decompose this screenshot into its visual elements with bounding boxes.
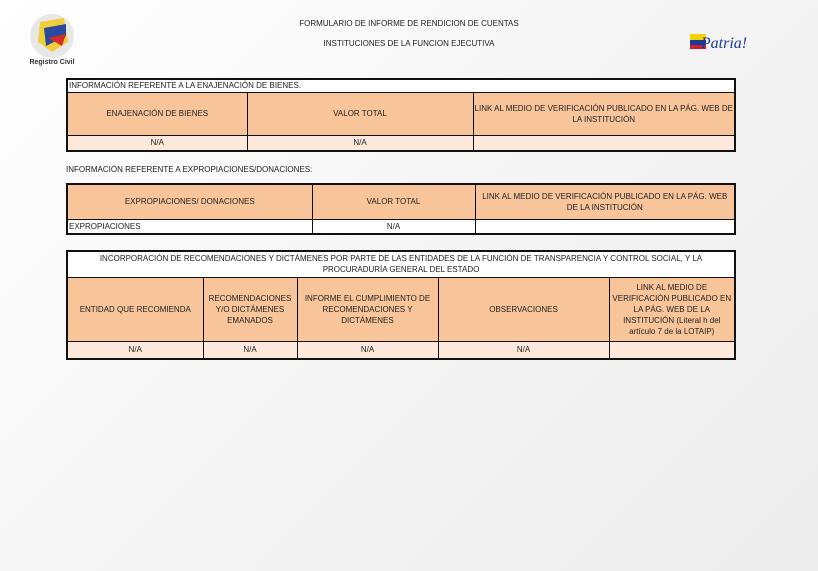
enajenacion-title: INFORMACIÓN REFERENTE A LA ENAJENACIÓN DE BIENES. bbox=[67, 79, 735, 92]
expropiaciones-table bbox=[66, 183, 736, 235]
header-enajenacion: ENAJENACIÓN DE BIENES bbox=[67, 92, 247, 135]
cell: N/A bbox=[438, 341, 609, 359]
svg-text:Registro Civil: Registro Civil bbox=[29, 59, 75, 66]
header-entidad: ENTIDAD QUE RECOMIENDA bbox=[67, 277, 203, 341]
cell: N/A bbox=[203, 341, 297, 359]
cell: EXPROPIACIONES bbox=[67, 219, 312, 234]
enajenacion-table bbox=[66, 78, 736, 152]
cell-link[interactable] bbox=[473, 135, 735, 151]
table-row bbox=[67, 341, 735, 359]
form-title: FORMULARIO DE INFORME DE RENDICION DE CUENTAS bbox=[299, 19, 519, 28]
cell: N/A bbox=[67, 135, 247, 151]
header-recomendaciones: RECOMENDACIONES Y/O DICTÁMENES EMANADOS bbox=[203, 277, 297, 341]
cell-link[interactable] bbox=[609, 341, 735, 359]
table-row bbox=[67, 135, 735, 151]
cell: N/A bbox=[312, 219, 475, 234]
cell: N/A bbox=[297, 341, 438, 359]
header-valor-total: VALOR TOTAL bbox=[247, 92, 473, 135]
recomendaciones-table bbox=[66, 250, 736, 360]
form-subtitle: INSTITUCIONES DE LA FUNCION EJECUTIVA bbox=[323, 39, 495, 48]
header-expropiaciones: EXPROPIACIONES/ DONACIONES bbox=[67, 184, 312, 219]
header-informe: INFORME EL CUMPLIMIENTO DE RECOMENDACIONES Y DICTÁMENES bbox=[297, 277, 438, 341]
cell: N/A bbox=[67, 341, 203, 359]
header-valor-total: VALOR TOTAL bbox=[312, 184, 475, 219]
header-link: LINK AL MEDIO DE VERIFICACIÓN PUBLICADO EN LA PÁG. WEB DE LA INSTITUCIÓN bbox=[475, 184, 735, 219]
recomendaciones-title: INCORPORACIÓN DE RECOMENDACIONES Y DICTÁMENES POR PARTE DE LAS ENTIDADES DE LA FUNCIÓN DE TRANSPARENCIA Y CONTROL SOCIAL, Y LA PROCURADURÍA GENERAL DEL ESTADO bbox=[67, 251, 735, 277]
cell: N/A bbox=[247, 135, 473, 151]
svg-text:Patria!: Patria! bbox=[700, 35, 748, 52]
header-link: LINK AL MEDIO DE VERIFICACIÓN PUBLICADO EN LA PÁG. WEB DE LA INSTITUCIÓN bbox=[473, 92, 735, 135]
header-observaciones: OBSERVACIONES bbox=[438, 277, 609, 341]
expropiaciones-title: INFORMACIÓN REFERENTE A EXPROPIACIONES/DONACIONES: bbox=[66, 165, 313, 174]
cell-link[interactable] bbox=[475, 219, 735, 234]
header-link: LINK AL MEDIO DE VERIFICACIÓN PUBLICADO EN LA PÁG. WEB DE LA INSTITUCIÓN (Literal h del artículo 7 de la LOTAIP) bbox=[609, 277, 735, 341]
table-row bbox=[67, 219, 735, 234]
